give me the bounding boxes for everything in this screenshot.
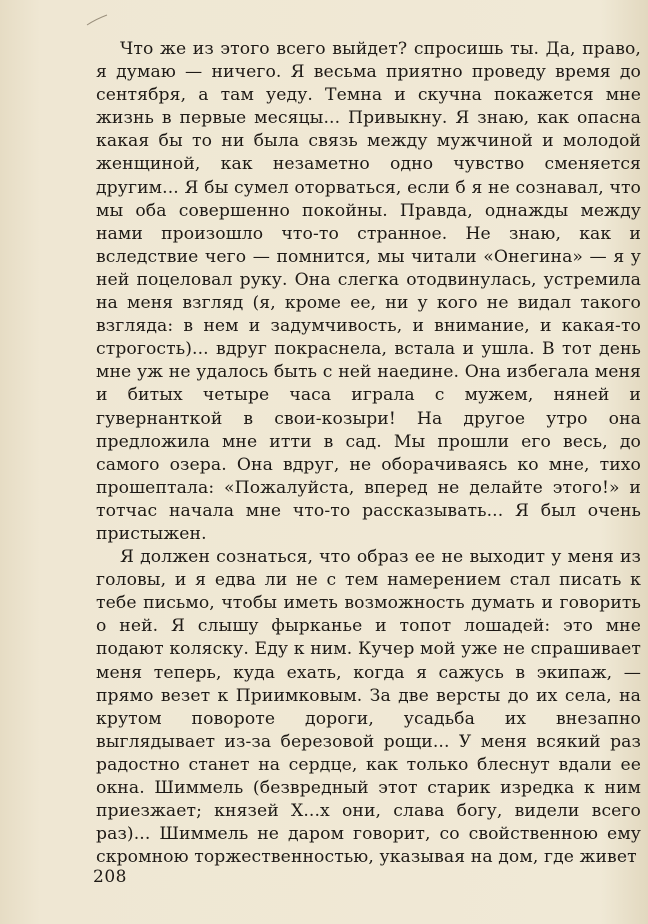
paragraph-1: Что же из этого всего выйдет? спросишь ты. Да, право, я думаю — ничего. Я весьма приятно проведу время до сентября, а там уеду. Темна и скучна покажется мне жизнь в первые месяцы... Привыкну. Я знаю, как опасна какая бы то ни была связь между мужчиной и молодой женщиной, как незаметно одно чувство сменяется другим... Я бы сумел оторваться, если б я не сознавал, что мы оба совершенно покойны. Правда, однажды между нами произошло что-то странное. Не знаю, как и вследствие чего — помнится, мы читали «Онегина» — я у ней поцеловал руку. Она слегка отодвинулась, устремила на меня взгляд (я, кроме ее, ни у кого не видал такого взгляда: в нем и задумчивость, и внимание, и какая-то строгость)... вдруг покраснела, встала и ушла. В тот день мне уж не удалось быть с ней наедине. Она избегала меня и битых четыре часа играла с мужем, няней и гувернанткой в свои-козыри! На другое утро она предложила мне итти в сад. Мы прошли его весь, до самого озера. Она вдруг, не оборачиваясь ко мне, тихо прошептала: «Пожалуйста, вперед не делайте этого!» и тотчас начала мне что-то рассказывать... Я был очень пристыжен. [96, 39, 641, 544]
paragraph-2: Я должен сознаться, что образ ее не выходит у меня из головы, и я едва ли не с тем намерением стал писать к тебе письмо, чтобы иметь возможность думать и говорить о ней. Я слышу фырканье и топот лошадей: это мне подают коляску. Еду к ним. Кучер мой уже не спрашивает меня теперь, куда ехать, когда я сажусь в экипаж, — прямо везет к Приимковым. За две версты до их села, на крутом повороте дороги, усадьба их внезапно выглядывает из-за березовой рощи... У меня всякий раз радостно станет на сердце, как только блеснут вдали ее окна. Шиммель (безвредный этот старик изредка к ним приезжает; князей Х...х они, слава богу, видели всего раз)... Шиммель не даром говорит, со свойственною ему скромною торжественностью, указывая на дом, где живет [96, 547, 641, 868]
pencil-mark [86, 14, 108, 26]
page-number: 208 [93, 867, 127, 887]
body-text [96, 38, 641, 869]
